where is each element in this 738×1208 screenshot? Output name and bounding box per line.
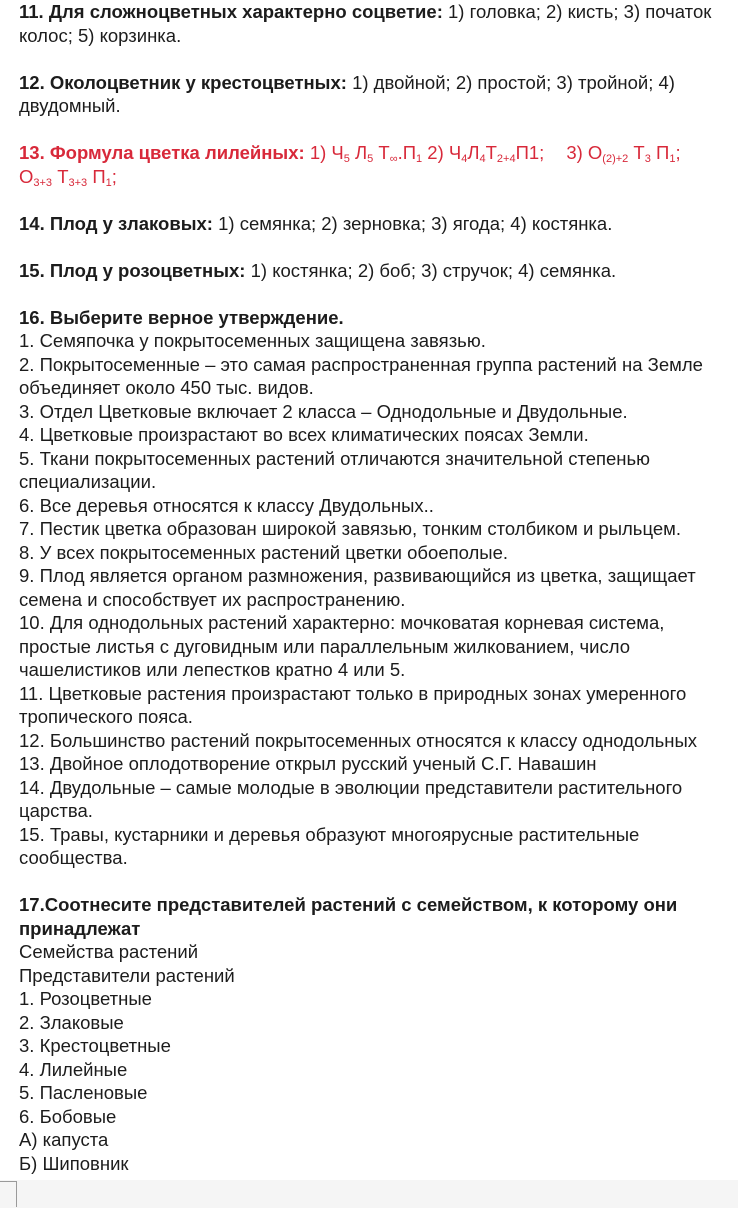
q12-line-2: двудомный. bbox=[19, 95, 121, 116]
q14-options: 1) семянка; 2) зерновка; 3) ягода; 4) костянка. bbox=[212, 212, 613, 234]
q16-statement: 10. Для однодольных растений характерно: мочковатая корневая система, bbox=[19, 612, 665, 633]
q11-line-1 bbox=[19, 0, 738, 24]
q17-item: Представители растений bbox=[19, 964, 235, 986]
q13-option-2: 2) $Ч_4Л_4Т_{2+4}П1$; bbox=[422, 142, 545, 165]
q16-statement: 14. Двудольные – самые молодые в эволюции представители растительного bbox=[19, 776, 683, 798]
q17-item: 1. Розоцветные bbox=[19, 988, 152, 1009]
q13-title: 13. Формула цветка лилейных: bbox=[19, 142, 305, 163]
q15-title: 15. Плод у розоцветных: bbox=[19, 259, 246, 281]
q17-item: 2. Злаковые bbox=[19, 1011, 124, 1033]
q16-statement: царства. bbox=[19, 800, 93, 821]
q16-statement: 8. У всех покрытосеменных растений цветки обоеполые. bbox=[19, 541, 509, 563]
q16-statement: простые листья с дуговидным или параллельным жилкованием, число bbox=[19, 635, 630, 657]
q17-item: 4. Лилейные bbox=[19, 1058, 128, 1080]
document-content bbox=[19, 0, 738, 1175]
q16-statement: тропического пояса. bbox=[19, 706, 193, 727]
q16-statement: объединяет около 450 тыс. видов. bbox=[19, 377, 314, 398]
q16-statement: 9. Плод является органом размножения, развивающийся из цветка, защищает bbox=[19, 565, 696, 586]
q14-line bbox=[19, 212, 738, 236]
q11-options: 1) головка; 2) кисть; 3) початок bbox=[442, 1, 712, 22]
q13-option-1: 1) $Ч_5$ $Л_5$ $Т_\infty.П_1$ bbox=[304, 142, 423, 165]
q13-option-3: 3) $О_{(2)+2}$ $Т_3$ $П_1$; bbox=[566, 142, 681, 165]
q17-item: 3. Крестоцветные bbox=[19, 1035, 171, 1056]
q16-statement: 1. Семяпочка у покрытосеменных защищена завязью. bbox=[19, 330, 486, 351]
spacer bbox=[19, 282, 738, 306]
page-corner-mark bbox=[0, 1181, 17, 1207]
q16-statement: чашелистиков или лепестков кратно 4 или 5. bbox=[19, 659, 406, 680]
q16-statement: 7. Пестик цветка образован широкой завязью, тонким столбиком и рыльцем. bbox=[19, 518, 681, 539]
spacer bbox=[19, 235, 738, 259]
q16-statement: 2. Покрытосеменные – это самая распространенная группа растений на Земле bbox=[19, 353, 703, 375]
q14-title: 14. Плод у злаковых: bbox=[19, 212, 213, 234]
q16-statement: 4. Цветковые произрастают во всех климатических поясах Земли. bbox=[19, 424, 589, 445]
spacer bbox=[19, 118, 738, 142]
q16-title: 16. Выберите верное утверждение. bbox=[19, 306, 344, 328]
q17-item: 5. Пасленовые bbox=[19, 1082, 148, 1103]
q17-item: Б) Шиповник bbox=[19, 1152, 129, 1174]
q17-item: А) капуста bbox=[19, 1129, 109, 1150]
q16-statement: специализации. bbox=[19, 471, 157, 492]
spacer bbox=[19, 47, 738, 71]
q12-title: 12. Околоцветник у крестоцветных: bbox=[19, 71, 347, 93]
q16-statement: 11. Цветковые растения произрастают только в природных зонах умеренного bbox=[19, 682, 687, 704]
q16-statement: 3. Отдел Цветковые включает 2 класса – Однодольные и Двудольные. bbox=[19, 400, 628, 422]
q16-statement: 5. Ткани покрытосеменных растений отличаются значительной степенью bbox=[19, 447, 651, 469]
q16-statement: 13. Двойное оплодотворение открыл русский ученый С.Г. Навашин bbox=[19, 753, 597, 774]
spacer bbox=[19, 870, 738, 894]
q13-line-2: $О_{3+3}$ $Т_{3+3}$ $П_1$; bbox=[19, 165, 117, 189]
spacer bbox=[19, 188, 738, 212]
q16-statement: семена и способствует их распространению. bbox=[19, 588, 406, 610]
q17-title-line-1: 17.Соотнесите представителей растений с семейством, к которому они bbox=[19, 894, 678, 915]
q17-item: Семейства растений bbox=[19, 941, 199, 962]
q17-title-line-2: принадлежат bbox=[19, 917, 141, 939]
q11-title: 11. Для сложноцветных характерно соцветие: bbox=[19, 1, 443, 22]
q17-item: 6. Бобовые bbox=[19, 1105, 117, 1127]
q11-line-2: колос; 5) корзинка. bbox=[19, 24, 182, 46]
q12-line-1 bbox=[19, 71, 738, 95]
q16-statement: 6. Все деревья относятся к классу Двудольных.. bbox=[19, 494, 434, 516]
q16-statement: 15. Травы, кустарники и деревья образуют многоярусные растительные bbox=[19, 823, 640, 845]
q15-options: 1) костянка; 2) боб; 3) стручок; 4) семянка. bbox=[245, 259, 617, 281]
q16-statement: сообщества. bbox=[19, 847, 128, 868]
q13-line-1 bbox=[19, 141, 738, 165]
q16-statement: 12. Большинство растений покрытосеменных относятся к классу однодольных bbox=[19, 729, 698, 751]
q15-line bbox=[19, 259, 738, 283]
q12-options: 1) двойной; 2) простой; 3) тройной; 4) bbox=[346, 71, 675, 93]
